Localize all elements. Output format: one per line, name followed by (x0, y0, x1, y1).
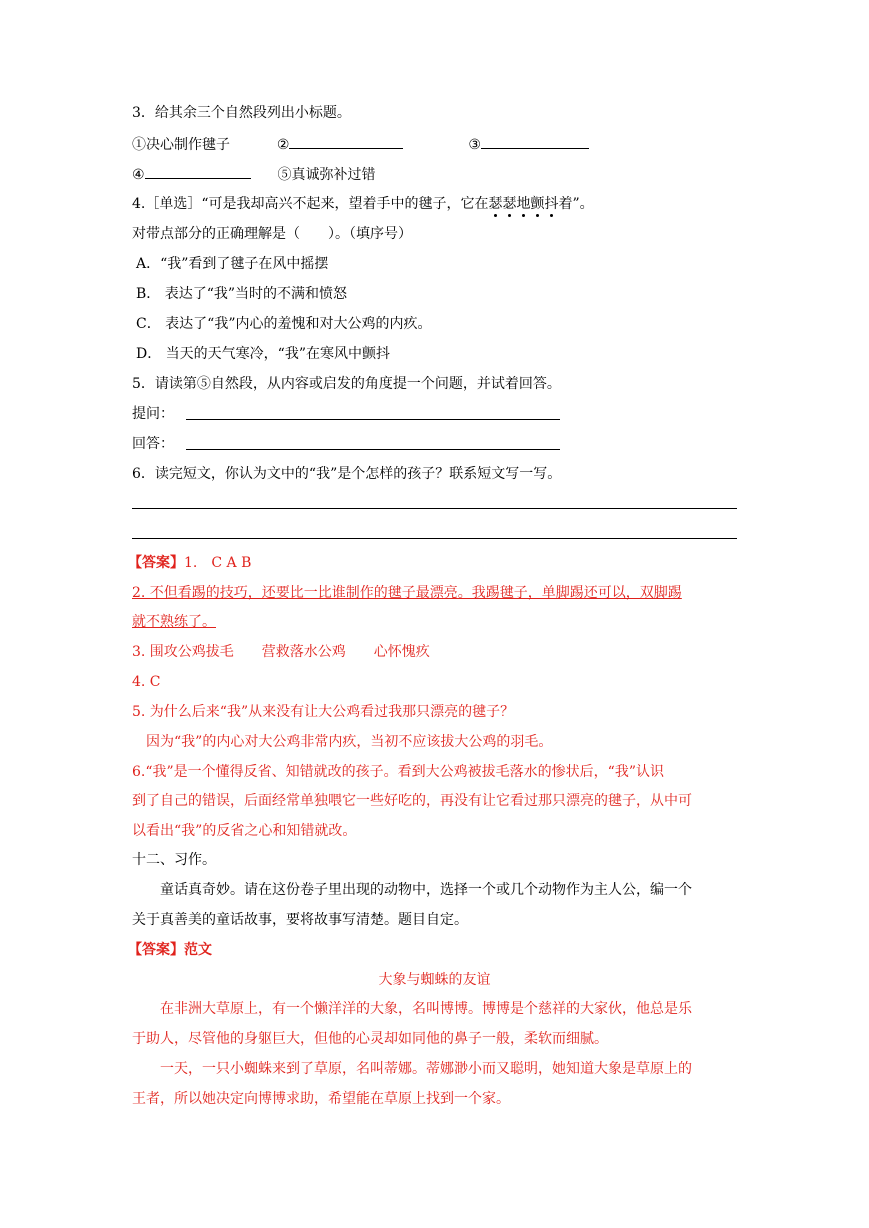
q3-item2: ② (276, 137, 290, 153)
essay-p1-line2: 于助人，尽管他的身躯巨大，但他的心灵却如同他的鼻子一般，柔软而细腻。 (132, 1031, 608, 1047)
q5-answer-line[interactable] (186, 449, 560, 450)
essay-p2-line1: 一天，一只小蜘蛛来到了草原，名叫蒂娜。蒂娜渺小而又聪明，她知道大象是草原上的 (160, 1061, 692, 1077)
essay-title: 大象与蜘蛛的友谊 (378, 972, 491, 988)
answer-1-text: 1. C A B (184, 555, 252, 571)
q4-dotted-char: 抖 (544, 196, 559, 212)
q3-item1: ①决心制作毽子 (132, 137, 230, 153)
q5-ask-line[interactable] (186, 419, 560, 420)
q4-option-a[interactable]: A．“我”看到了毽子在风中摇摆 (136, 256, 329, 272)
section12-prompt-line2: 关于真善美的童话故事，要将故事写清楚。题目自定。 (132, 912, 468, 928)
q4-option-b[interactable]: B． 表达了“我”当时的不满和愤怒 (136, 286, 348, 302)
q4-stem (132, 194, 594, 214)
q3-blank3[interactable] (481, 134, 589, 149)
answer-1 (128, 553, 251, 573)
answer-2-line1: 2. 不但看踢的技巧，还要比一比谁制作的毽子最漂亮。我踢毽子，单脚踢还可以，双脚踢 (132, 585, 682, 601)
q4-line2: 对带点部分的正确理解是（ ）。（填序号） (132, 226, 412, 242)
q3-title: 3．给其余三个自然段列出小标题。 (132, 105, 351, 121)
answer-6-line1: 6.“我”是一个懂得反省、知错就改的孩子。看到大公鸡被拔毛落水的惨状后，“我”认识 (132, 764, 664, 780)
q3-blank2[interactable] (289, 134, 403, 149)
q3-item5: ⑤真诚弥补过错 (277, 167, 376, 183)
answer-label: 【答案】 (128, 555, 184, 571)
answer-5-line1: 5. 为什么后来“我”从来没有让大公鸡看过我那只漂亮的毽子？ (132, 704, 515, 720)
q4-option-d[interactable]: D． 当天的天气寒冷，“我”在寒风中颤抖 (136, 346, 390, 362)
q3-row1 (132, 134, 589, 154)
q4-dotted-char: 颤 (530, 196, 545, 212)
answer-4: 4. C (132, 674, 161, 690)
q4-suffix: ”。 (572, 196, 594, 212)
answer-2-line2: 就不熟练了。 (132, 614, 216, 630)
section12-heading: 十二、习作。 (132, 852, 216, 868)
q4-option-c[interactable]: C． 表达了“我”内心的羞愧和对大公鸡的内疚。 (136, 316, 432, 332)
essay-p1-line1: 在非洲大草原上，有一个懒洋洋的大象，名叫博博。博博是个慈祥的大家伙，他总是乐 (160, 1001, 692, 1017)
q3-row2 (132, 164, 375, 184)
q3-blank4[interactable] (145, 164, 251, 179)
q5-answer-label: 回答： (132, 436, 174, 452)
q6-answer-line-2[interactable] (132, 538, 737, 539)
q5-title: 5．请读第⑤自然段，从内容或启发的角度提一个问题，并试着回答。 (132, 376, 561, 392)
q5-ask-label: 提问： (132, 406, 174, 422)
answer-6-line3: 以看出“我”的反省之心和知错就改。 (132, 823, 357, 839)
q4-prefix: 4.［单选］“可是我却高兴不起来，望着手中的毽子，它在 (132, 196, 489, 212)
q4-dotted-char: 地 (516, 196, 531, 212)
q4-dotted-char: 瑟 (488, 196, 503, 212)
q4-dotted-last: 着 (558, 196, 573, 212)
q6-title: 6．读完短文，你认为文中的“我”是个怎样的孩子？联系短文写一写。 (132, 466, 562, 482)
section12-answer-label: 【答案】范文 (128, 942, 212, 958)
answer-6-line2: 到了自己的错误，后面经常单独喂它一些好吃的，再没有让它看过那只漂亮的毽子，从中可 (132, 793, 692, 809)
q3-item3: ③ (468, 137, 481, 153)
q4-dotted-char: 瑟 (502, 196, 517, 212)
q3-item4: ④ (132, 167, 145, 183)
section12-prompt-line1: 童话真奇妙。请在这份卷子里出现的动物中，选择一个或几个动物作为主人公，编一个 (160, 882, 692, 898)
answer-5-line2: 因为“我”的内心对大公鸡非常内疚，当初不应该拔大公鸡的羽毛。 (146, 734, 553, 750)
q6-answer-line-1[interactable] (132, 508, 737, 509)
essay-p2-line2: 王者，所以她决定向博博求助，希望能在草原上找到一个家。 (132, 1091, 510, 1107)
answer-3: 3. 围攻公鸡拔毛 营救落水公鸡 心怀愧疚 (132, 644, 430, 660)
